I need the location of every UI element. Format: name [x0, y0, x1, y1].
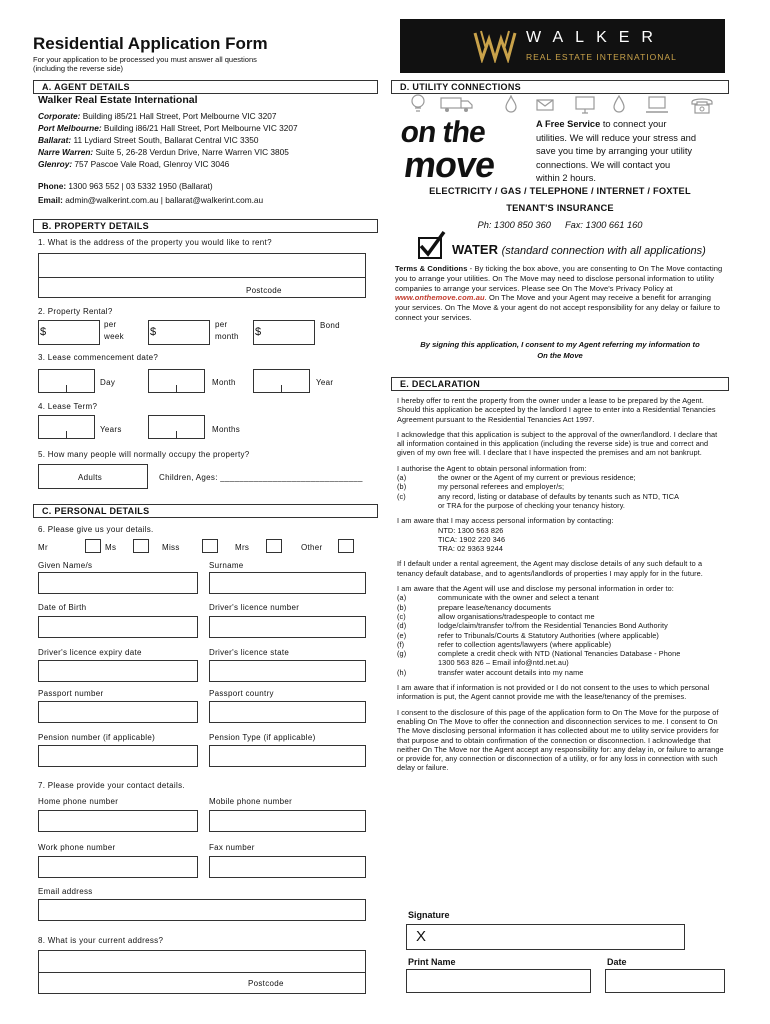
walker-logo: [400, 19, 725, 73]
mobile-phone-label: Mobile phone number: [209, 797, 293, 806]
title-mr-checkbox[interactable]: [85, 539, 101, 553]
water-label: WATER (standard connection with all applications): [452, 242, 706, 257]
licence-state-input[interactable]: [209, 660, 366, 682]
home-phone-input[interactable]: [38, 810, 198, 832]
home-phone-label: Home phone number: [38, 797, 119, 806]
fax-input[interactable]: [209, 856, 366, 878]
day-label: Day: [100, 378, 116, 387]
utility-terms: Terms & Conditions - By ticking the box above, you are consenting to On The Move contacting you to arrange your utilities. On The Move may need to disclose personal information to utility companies to arrange your services. Please see On The Move's Privacy Policy at www.onthemove.com.au. On The Move and your Agent may receive a benefit for arranging your services. On The Move & your agent do not accept responsibility for any delay or failure to connect your services.: [395, 264, 723, 322]
title-mrs-checkbox[interactable]: [266, 539, 282, 553]
email-label: Email address: [38, 887, 93, 896]
dob-label: Date of Birth: [38, 603, 87, 612]
page-title: Residential Application Form: [33, 34, 268, 53]
q3-label: 3. Lease commencement date?: [38, 353, 159, 362]
date-label: Date: [607, 957, 627, 967]
office-line: Corporate: Building i85/21 Hall Street, Port Melbourne VIC 3207: [38, 111, 277, 121]
agent-details-header: A. AGENT DETAILS: [33, 80, 378, 94]
agent-offices: [38, 110, 298, 170]
utility-connections-header: D. UTILITY CONNECTIONS: [391, 80, 729, 94]
mail-icon: [536, 99, 554, 111]
title-ms-label: Ms: [105, 543, 117, 552]
walker-logo-name: WALKER: [526, 29, 665, 46]
checkmark-icon: [416, 229, 448, 259]
q1-label: 1. What is the address of the property you would like to rent?: [38, 238, 272, 247]
brand-line1: on the: [398, 116, 488, 149]
office-line: Narre Warren: Suite 5, 26-28 Verdun Drive, Narre Warren VIC 3805: [38, 147, 289, 157]
dollar-sign: $: [40, 326, 47, 338]
dollar-sign: $: [150, 326, 157, 338]
pension-number-input[interactable]: [38, 745, 198, 767]
print-name-input[interactable]: [406, 969, 591, 993]
licence-number-input[interactable]: [209, 616, 366, 638]
licence-expiry-label: Driver's licence expiry date: [38, 648, 142, 657]
subtitle-line2: (including the reverse side): [33, 64, 124, 73]
licence-number-label: Driver's licence number: [209, 603, 300, 612]
fax-label: Fax number: [209, 843, 255, 852]
agent-phone: Phone: 1300 963 552 | 03 5332 1950 (Ballarat): [38, 181, 213, 191]
rent-week-input[interactable]: [38, 320, 100, 345]
utility-icons: [410, 94, 720, 116]
work-phone-input[interactable]: [38, 856, 198, 878]
pension-type-input[interactable]: [209, 745, 366, 767]
water-drop-icon: [613, 95, 625, 113]
declaration-text: I hereby offer to rent the property from the owner under a lease to be prepared by the Agent. Should this application be accepted by the landlord I agree to enter into a Residential Tenancies Agreement pursuant to the Residential Tenancies Act 1997. I acknowledge that this application is subject to the approval of the owner/landlord. I declare that all information contained in this application (including the reverse side) is true and correct and given of my own free will. I declare that I have inspected the premises and am not bankrupt. I authorise the Agent to obtain personal information from: (a) the owner or the Agent of my current or previous residence; (b) my personal referees and employer/s; (c) any record, listing or database of defaults by tenants such as NTD, TICA or TRA for the purpose of checking your tenancy history. I am aware that I may access personal information by contacting: NTD: 1300 563 826 TICA: 1902 220 346 TRA: 02 9363 9244 If I default under a rental agreement, the Agent may disclose details of any such default to a tenancy default database, and to agents/landlords of properties I may apply for in the future. I am aware that the Agent will use and disclose my personal information in order to: (a) communicate with the owner and select a tenant (b) prepare lease/tenancy documents (c) allow organisations/tradespeople to contact me (d) lodge/claim/transfer to/from the Residential Tenancies Bond Authority (e) refer to Tribunals/Courts & Statutory Authorities (where applicable) (f) refer to collection agents/lawyers (where applicable) (g) complete a credit check with NTD (National Tenancies Database - Phone 1300 563 826 – Email info@ntd.net.au) (h) transfer water account details into my name I am aware that if information is not provided or I do not consent to the uses to which personal information is put, the Agent cannot provide me with the lease/tenancy of the premises. I consent to the disclosure of this page of the application form to On The Move for the purpose of enabling On The Move to offer the connection and disconnection services to me. I consent to On The Move disclosing personal information it has collected about me to utility service providers for that purpose and to obtain confirmation of the connection or disconnection. I acknowledge that neither On The Move nor the Agent accept any responsibility for: any delay in, or failure to arrange or provide for, any connection or disconnection of a utility, or for any loss in connection with such delay or failure.: [397, 396, 724, 773]
licence-expiry-input[interactable]: [38, 660, 198, 682]
walker-w-mark-icon: [472, 27, 518, 63]
brand-line2: move: [401, 144, 498, 185]
office-line: Ballarat: 11 Lydiard Street South, Ballarat Central VIC 3350: [38, 135, 259, 145]
office-line: Port Melbourne: Building i86/21 Hall Street, Port Melbourne VIC 3207: [38, 123, 298, 133]
declaration-header: E. DECLARATION: [391, 377, 729, 391]
passport-number-input[interactable]: [38, 701, 198, 723]
week-label: week: [104, 332, 124, 341]
title-mr-label: Mr: [38, 543, 48, 552]
per-label: per: [215, 320, 228, 329]
q7-label: 7. Please provide your contact details.: [38, 781, 185, 790]
title-miss-checkbox[interactable]: [202, 539, 218, 553]
subtitle-line1: For your application to be processed you must answer all questions: [33, 55, 257, 64]
telephone-icon: [690, 96, 714, 114]
title-other-label: Other: [301, 543, 323, 552]
tv-icon: [575, 96, 595, 114]
property-address-input[interactable]: [38, 253, 366, 298]
utility-description: A Free Service to connect your utilities. We will reduce your stress and save you time by arranging your utility connections. We will contact you within 2 hours.: [536, 119, 697, 183]
work-phone-label: Work phone number: [38, 843, 116, 852]
per-label: per: [104, 320, 117, 329]
property-details-header: B. PROPERTY DETAILS: [33, 219, 378, 233]
utility-services: ELECTRICITY / GAS / TELEPHONE / INTERNET / FOXTEL: [429, 186, 691, 196]
pension-type-label: Pension Type (if applicable): [209, 733, 316, 742]
pension-number-label: Pension number (if applicable): [38, 733, 156, 742]
property-postcode-label: Postcode: [246, 286, 282, 295]
children-label: Children, Ages: ______________________________: [159, 473, 363, 482]
lightbulb-icon: [410, 94, 426, 114]
flame-icon: [505, 95, 517, 113]
q5-label: 5. How many people will normally occupy the property?: [38, 450, 250, 459]
signature-label: Signature: [408, 910, 450, 920]
signature-x: X: [416, 928, 427, 945]
rent-month-input[interactable]: [148, 320, 210, 345]
bond-label: Bond: [320, 321, 340, 330]
office-line: Glenroy: 757 Pascoe Vale Road, Glenroy VIC 3046: [38, 159, 230, 169]
passport-country-label: Passport country: [209, 689, 274, 698]
truck-icon: [440, 97, 474, 113]
dob-input[interactable]: [38, 616, 198, 638]
licence-state-label: Driver's licence state: [209, 648, 290, 657]
years-label: Years: [100, 425, 122, 434]
mobile-phone-input[interactable]: [209, 810, 366, 832]
title-miss-label: Miss: [162, 543, 180, 552]
current-postcode-label: Postcode: [248, 979, 284, 988]
walker-logo-tagline: REAL ESTATE INTERNATIONAL: [526, 52, 677, 62]
passport-country-input[interactable]: [209, 701, 366, 723]
title-ms-checkbox[interactable]: [133, 539, 149, 553]
utility-contact: Ph: 1300 850 360 Fax: 1300 661 160: [477, 220, 643, 230]
signature-input[interactable]: [406, 924, 685, 950]
month-label: month: [215, 332, 239, 341]
print-name-label: Print Name: [408, 957, 456, 967]
surname-label: Surname: [209, 561, 244, 570]
months-label: Months: [212, 425, 241, 434]
surname-input[interactable]: [209, 572, 366, 594]
laptop-icon: [645, 96, 669, 114]
q6-label: 6. Please give us your details.: [38, 525, 154, 534]
title-other-checkbox[interactable]: [338, 539, 354, 553]
adults-label: Adults: [78, 473, 103, 482]
bond-input[interactable]: [253, 320, 315, 345]
given-name-input[interactable]: [38, 572, 198, 594]
month-label: Month: [212, 378, 236, 387]
on-the-move-logo: [393, 118, 503, 188]
tenants-insurance: TENANT'S INSURANCE: [506, 203, 614, 213]
title-mrs-label: Mrs: [235, 543, 250, 552]
date-input[interactable]: [605, 969, 725, 993]
q4-label: 4. Lease Term?: [38, 402, 98, 411]
utility-consent: By signing this application, I consent to my Agent referring my information to On the Move: [420, 340, 700, 360]
q2-label: 2. Property Rental?: [38, 307, 113, 316]
year-label: Year: [316, 378, 334, 387]
agent-email: Email: admin@walkerint.com.au | ballarat@walkerint.com.au: [38, 195, 264, 205]
dollar-sign: $: [255, 326, 262, 338]
email-input[interactable]: [38, 899, 366, 921]
q8-label: 8. What is your current address?: [38, 936, 164, 945]
passport-number-label: Passport number: [38, 689, 104, 698]
given-name-label: Given Name/s: [38, 561, 93, 570]
personal-details-header: C. PERSONAL DETAILS: [33, 504, 378, 518]
agent-company: Walker Real Estate International: [38, 94, 198, 106]
